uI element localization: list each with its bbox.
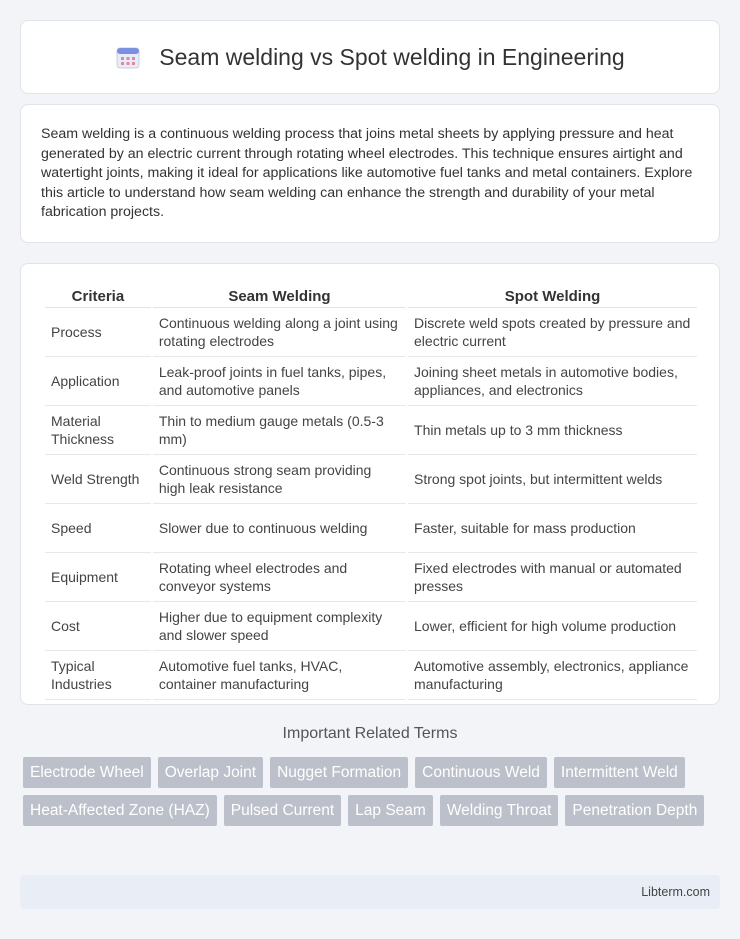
table-cell: Automotive fuel tanks, HVAC, container manufacturing xyxy=(153,651,406,700)
table-row xyxy=(45,308,697,357)
related-term-tag[interactable]: Continuous Weld xyxy=(415,757,547,788)
table-cell: Typical Industries xyxy=(45,651,151,700)
footer xyxy=(20,875,720,909)
table-row xyxy=(45,357,697,406)
table-cell: Process xyxy=(45,308,151,357)
table-cell: Material Thickness xyxy=(45,406,151,455)
table-row xyxy=(45,504,697,553)
related-terms-title: Important Related Terms xyxy=(282,725,458,742)
intro-text: Seam welding is a continuous welding process that joins metal sheets by applying pressure and heat generated by an electric current through rotating wheel electrodes. This technique ensures airtight and watertight joints, making it ideal for applications like automotive fuel tanks and metal containers. Explore this article to understand how seam welding can enhance the strength and durability of your metal fabrication projects. xyxy=(41,126,693,220)
related-term-tag[interactable]: Intermittent Weld xyxy=(554,757,685,788)
table-cell: Continuous strong seam providing high leak resistance xyxy=(153,455,406,504)
related-term-tag[interactable]: Welding Throat xyxy=(440,795,559,826)
table-cell: Thin metals up to 3 mm thickness xyxy=(408,406,697,455)
table-cell: Faster, suitable for mass production xyxy=(408,504,697,553)
table-cell: Lower, efficient for high volume production xyxy=(408,602,697,651)
intro-card xyxy=(20,104,720,243)
header-card xyxy=(20,20,720,94)
table-cell: Thin to medium gauge metals (0.5-3 mm) xyxy=(153,406,406,455)
comparison-table-card xyxy=(20,263,720,705)
column-header: Spot Welding xyxy=(408,286,697,308)
table-cell: Fixed electrodes with manual or automated presses xyxy=(408,553,697,602)
table-header-row xyxy=(45,286,697,308)
column-header: Criteria xyxy=(45,286,151,308)
table-cell: Application xyxy=(45,357,151,406)
related-term-tag[interactable]: Heat-Affected Zone (HAZ) xyxy=(23,795,217,826)
table-row xyxy=(45,651,697,700)
table-cell: Equipment xyxy=(45,553,151,602)
table-row xyxy=(45,553,697,602)
table-cell: Leak-proof joints in fuel tanks, pipes, and automotive panels xyxy=(153,357,406,406)
footer-site-link[interactable]: Libterm.com xyxy=(641,885,710,899)
related-term-tag[interactable]: Nugget Formation xyxy=(270,757,408,788)
related-term-tag[interactable]: Overlap Joint xyxy=(158,757,263,788)
comparison-table xyxy=(43,286,699,700)
table-row xyxy=(45,455,697,504)
table-cell: Strong spot joints, but intermittent welds xyxy=(408,455,697,504)
table-cell: Weld Strength xyxy=(45,455,151,504)
calendar-icon xyxy=(115,44,141,70)
page-title: Seam welding vs Spot welding in Engineering xyxy=(159,43,625,70)
related-term-tag[interactable]: Lap Seam xyxy=(348,795,433,826)
table-row xyxy=(45,406,697,455)
related-term-tag[interactable]: Electrode Wheel xyxy=(23,757,151,788)
table-cell: Automotive assembly, electronics, appliance manufacturing xyxy=(408,651,697,700)
table-cell: Continuous welding along a joint using rotating electrodes xyxy=(153,308,406,357)
table-cell: Rotating wheel electrodes and conveyor systems xyxy=(153,553,406,602)
column-header: Seam Welding xyxy=(153,286,406,308)
related-term-tag[interactable]: Penetration Depth xyxy=(565,795,704,826)
related-term-tag[interactable]: Pulsed Current xyxy=(224,795,341,826)
table-cell: Slower due to continuous welding xyxy=(153,504,406,553)
table-cell: Cost xyxy=(45,602,151,651)
table-cell: Speed xyxy=(45,504,151,553)
table-cell: Discrete weld spots created by pressure and electric current xyxy=(408,308,697,357)
related-terms-list xyxy=(23,757,723,826)
table-cell: Higher due to equipment complexity and slower speed xyxy=(153,602,406,651)
table-row xyxy=(45,602,697,651)
table-cell: Joining sheet metals in automotive bodies, appliances, and electronics xyxy=(408,357,697,406)
